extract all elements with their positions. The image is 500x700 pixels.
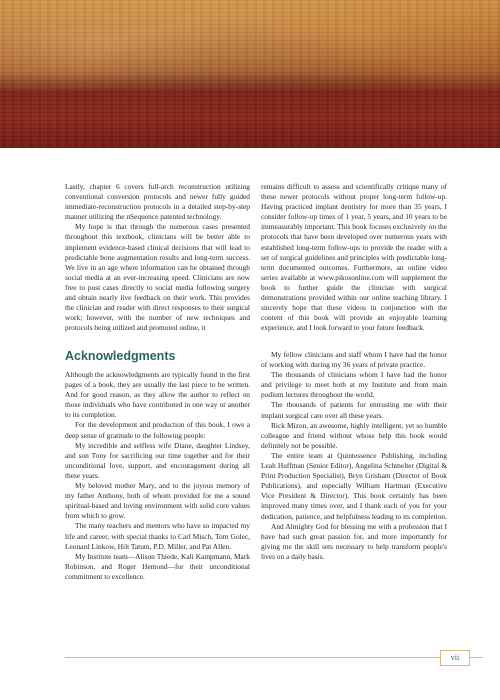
paragraph: Lastly, chapter 6 covers full-arch reconstruction utilizing conventional conversion protocols and newer fully guided immediate-reconstruction protocols in a detailed step-by-step manner utilizing the nSequence patented technology. bbox=[65, 182, 250, 222]
paragraph: The many teachers and mentors who have so impacted my life and career, with special thanks to Carl Misch, Tom Golec, Leonard Linkow, Hilt Tatum, P.D. Miller, and Pat Allen. bbox=[65, 521, 250, 551]
intro-column-right bbox=[261, 182, 447, 333]
paragraph: The thousands of patients for entrusting me with their implant surgical care over all these years. bbox=[261, 400, 447, 420]
footer-rule bbox=[65, 657, 483, 658]
paragraph: Although the acknowledgments are typically found in the first pages of a book, they are usually the last piece to be written. And for good reason, as they allow the author to reflect on those individuals who have contributed in one way or another to its completion. bbox=[65, 370, 250, 420]
paragraph: My incredible and selfless wife Diane, daughter Lindsey, and son Tony for sacrificing our time together and for their unconditional love, support, and encouragement during all these years. bbox=[65, 440, 250, 480]
intro-column-left bbox=[65, 182, 250, 333]
paragraph: And Almighty God for blessing me with a profession that I have had such great passion for, and more importantly for giving me the skill sets necessary to help transform people's lives on a daily basis. bbox=[261, 521, 447, 561]
paragraph: The entire team at Quintessence Publishing, including Leah Huffman (Senior Editor), Angelina Schmelter (Digital & Print Production Specialist), Bryn Grisham (Director of Book Publications), and especially William Hartman (Executive Vice President & Director). This book certainly has been improved many times over, and I thank each of you for your dedication, patience, and helpfulness leading to its completion. bbox=[261, 450, 447, 521]
section-heading: Acknowledgments bbox=[65, 349, 176, 363]
header-texture-banner bbox=[0, 0, 500, 148]
page-number: vii bbox=[440, 650, 470, 666]
acknowledgments-column-left bbox=[65, 370, 250, 582]
paragraph: remains difficult to assess and scientifically critique many of these newer protocols without proper long-term follow-up. Having practiced implant dentistry for more than 35 years, I consider follow-up times of 1 year, 5 years, and 10 years to be immeasurably important. This book focuses exclusively on the protocols that have been developed over numerous years with established long-term follow-ups to provide the reader with a set of surgical guidelines and principles with predictable long-term documented outcomes. Furthermore, an online video series available at www.pikosonline.com will supplement the book to further guide the clinician with surgical demonstrations provided within our online teaching library. I sincerely hope that these videos in conjunction with the content of this book will provide an enjoyable learning experience, and I look forward to your future feedback. bbox=[261, 182, 447, 333]
paragraph: The thousands of clinicians whom I have had the honor and privilege to meet both at my Institute and from main podium lectures throughout the world. bbox=[261, 370, 447, 400]
paragraph: My hope is that through the numerous cases presented throughout this textbook, clinicians will be better able to implement evidence-based clinical decisions that will lead to predictable bone augmentation results and long-term success. We live in an age where information can be obtained through social media at an ever-increasing speed. Clinicians are now free to post cases directly to social media following surgery and obtain nearly live feedback on their work. This provides the clinician and reader with direct responses to their surgical work; however, with the number of new techniques and protocols being utilized and promoted online, it bbox=[65, 222, 250, 333]
paragraph: For the development and production of this book, I owe a deep sense of gratitude to the following people: bbox=[65, 420, 250, 440]
banner-texture-horizontal bbox=[0, 0, 500, 148]
paragraph: My beloved mother Mary, and to the joyous memory of my father Anthony, both of whom provided for me a sound spiritual-based and loving environment with solid core values from which to grow. bbox=[65, 481, 250, 521]
paragraph: Rick Mizon, an awesome, highly intelligent, yet so humble colleague and friend without whose help this book would definitely not be possible. bbox=[261, 420, 447, 450]
acknowledgments-column-right bbox=[261, 350, 447, 562]
paragraph: My Institute team—Alison Thiede, Kali Kampmann, Mark Robinson, and Roger Hemond—for their unconditional commitment to excellence. bbox=[65, 551, 250, 581]
paragraph: My fellow clinicians and staff whom I have had the honor of working with during my 36 years of private practice. bbox=[261, 350, 447, 370]
